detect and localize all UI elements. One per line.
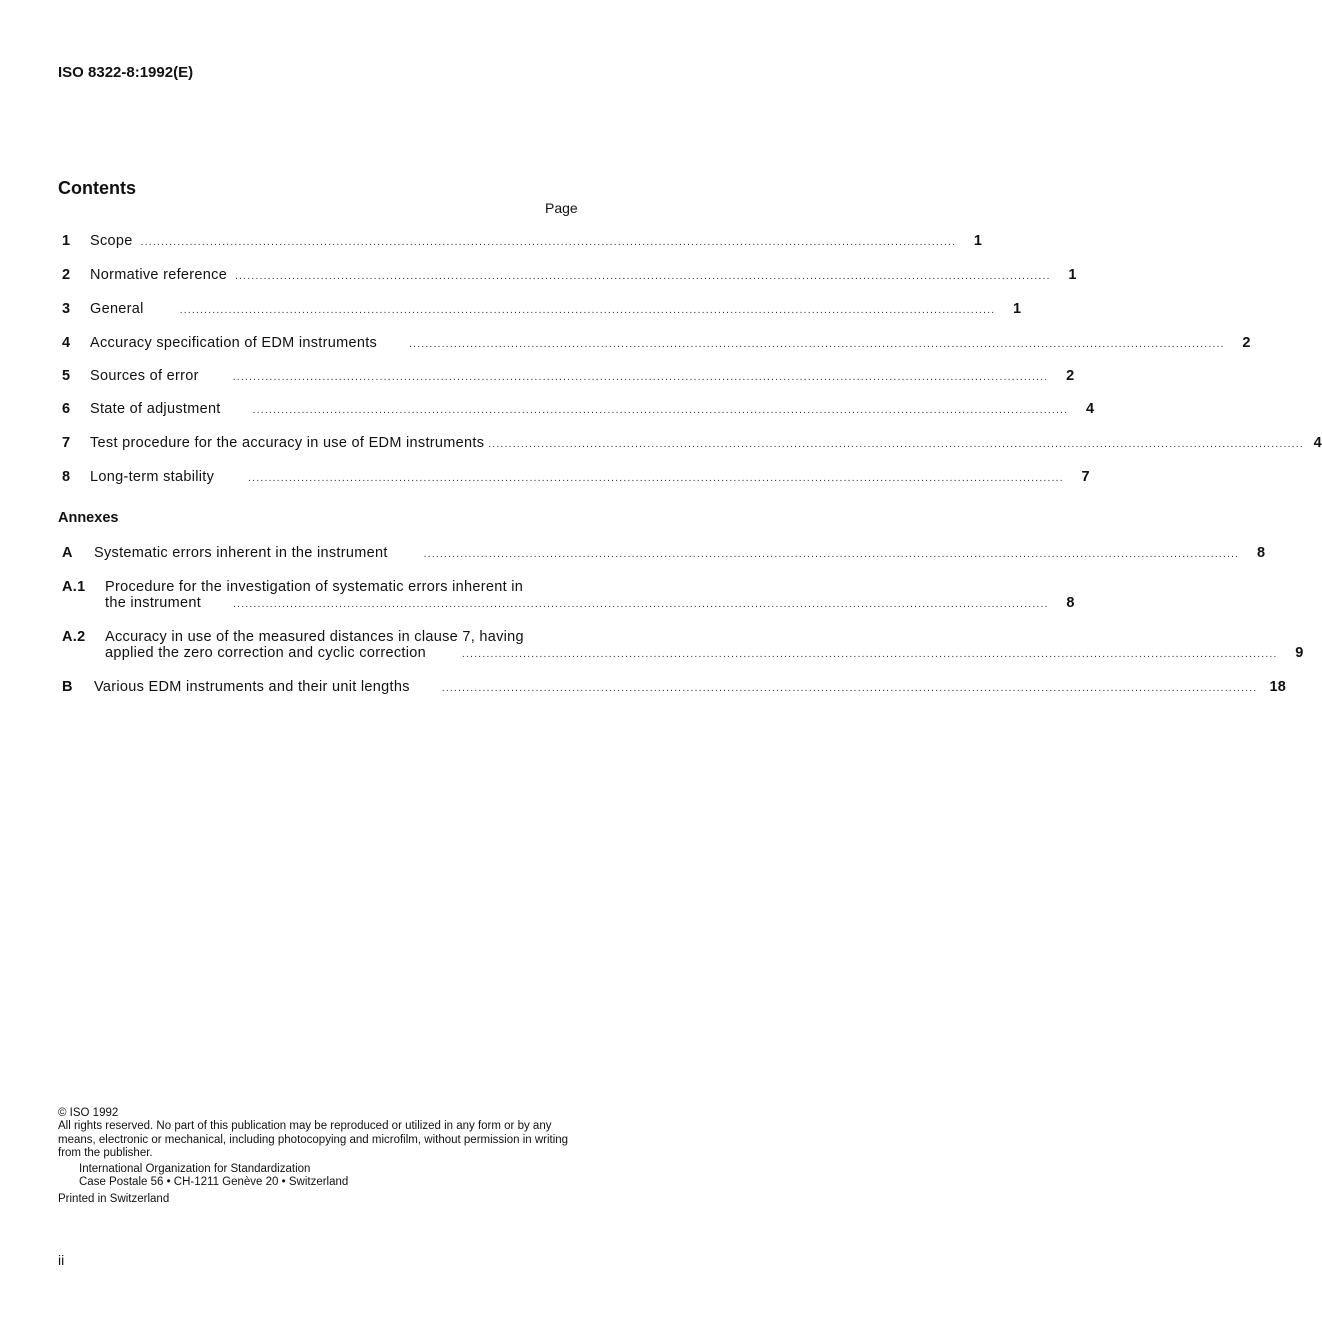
toc-entry-title: Accuracy specification of EDM instruments bbox=[90, 335, 378, 351]
toc-entry-page: 1 bbox=[1068, 267, 1077, 283]
toc-entry-number: 4 bbox=[62, 335, 71, 351]
organization-address: Case Postale 56 • CH-1211 Genève 20 • Switzerland bbox=[79, 1176, 349, 1189]
annex-entry-page: 9 bbox=[1295, 645, 1304, 661]
toc-entry-title: Normative reference bbox=[90, 267, 228, 283]
document-id: ISO 8322-8:1992(E) bbox=[58, 64, 194, 81]
annex-entry-a1[interactable] bbox=[62, 579, 1075, 613]
copyright-footer bbox=[58, 1107, 588, 1206]
annex-entry-title: Systematic errors inherent in the instrument bbox=[94, 545, 388, 561]
annex-entry-number: A.2 bbox=[62, 629, 86, 645]
dot-leader: ........................................................................................................................................................................................................ bbox=[140, 237, 957, 248]
contents-title: Contents bbox=[58, 178, 136, 198]
dot-leader: ........................................................................................................................................................................................................ bbox=[235, 271, 1051, 282]
toc-entry-number: 3 bbox=[62, 301, 71, 317]
dot-leader: ........................................................................................................................................................................................................ bbox=[441, 683, 1258, 694]
toc-entry-title: State of adjustment bbox=[90, 401, 221, 417]
toc-entry-page: 4 bbox=[1085, 401, 1095, 417]
dot-leader: ........................................................................................................................................................................................................ bbox=[233, 599, 1049, 610]
dot-leader: ........................................................................................................................................................................................................ bbox=[409, 339, 1225, 350]
annex-entry-title-line1: Accuracy in use of the measured distances in clause 7, having bbox=[105, 629, 524, 645]
dot-leader: ........................................................................................................................................................................................................ bbox=[252, 405, 1069, 416]
annex-entry-number: B bbox=[62, 679, 73, 695]
toc-entry-title: Test procedure for the accuracy in use of EDM instruments bbox=[90, 435, 485, 451]
toc-entry-title: Sources of error bbox=[90, 368, 199, 384]
dot-leader: ........................................................................................................................................................................................................ bbox=[179, 305, 996, 316]
annex-entry-number: A bbox=[62, 545, 73, 561]
dot-leader: ........................................................................................................................................................................................................ bbox=[232, 372, 1049, 383]
toc-entry-number: 8 bbox=[62, 469, 71, 485]
annex-entry-title-line2: the instrument bbox=[105, 595, 202, 611]
rights-statement: All rights reserved. No part of this publication may be reproduced or utilized in any form or by any means, electronic or mechanical, including photocopying and microfilm, without permission in writing from the publisher. bbox=[58, 1120, 569, 1159]
annex-entry-title-line1: Procedure for the investigation of systematic errors inherent in bbox=[105, 579, 524, 595]
toc-entry-page: 1 bbox=[1012, 301, 1022, 317]
toc-entry-number: 2 bbox=[62, 267, 71, 283]
annex-entry-title: Various EDM instruments and their unit lengths bbox=[94, 679, 410, 695]
toc-entry-number: 1 bbox=[62, 233, 71, 249]
toc-entry-page: 7 bbox=[1081, 469, 1090, 485]
page-column-label: Page bbox=[545, 200, 578, 216]
annexes-title: Annexes bbox=[58, 510, 119, 526]
printed-in: Printed in Switzerland bbox=[58, 1192, 170, 1205]
annex-entry-a2[interactable] bbox=[62, 629, 1304, 663]
toc-entry-number: 6 bbox=[62, 401, 71, 417]
annex-entry-page: 8 bbox=[1256, 545, 1266, 561]
dot-leader: ........................................................................................................................................................................................................ bbox=[461, 649, 1278, 660]
annex-entry-number: A.1 bbox=[62, 579, 86, 595]
annex-entry-title-line2: applied the zero correction and cyclic correction bbox=[105, 645, 426, 661]
toc-entry-title: Long-term stability bbox=[90, 469, 215, 485]
dot-leader: ........................................................................................................................................................................................................ bbox=[488, 439, 1304, 450]
dot-leader: ........................................................................................................................................................................................................ bbox=[423, 549, 1240, 560]
toc-entry-number: 5 bbox=[62, 368, 71, 384]
dot-leader: ........................................................................................................................................................................................................ bbox=[248, 473, 1064, 484]
toc-entry-page: 4 bbox=[1313, 435, 1322, 451]
toc-entry-page: 2 bbox=[1242, 335, 1251, 351]
toc-entry-title: Scope bbox=[90, 233, 133, 249]
toc-entry-page: 2 bbox=[1066, 368, 1075, 384]
annex-entry-page: 8 bbox=[1066, 595, 1075, 611]
annex-entry-page: 18 bbox=[1269, 679, 1287, 695]
toc-entry-number: 7 bbox=[62, 435, 71, 451]
toc-entry-title: General bbox=[90, 301, 144, 317]
copyright-line: © ISO 1992 bbox=[58, 1107, 119, 1119]
organization-name: International Organization for Standardization bbox=[79, 1163, 311, 1176]
page-number: ii bbox=[58, 1252, 65, 1268]
toc-entry-page: 1 bbox=[973, 233, 983, 249]
